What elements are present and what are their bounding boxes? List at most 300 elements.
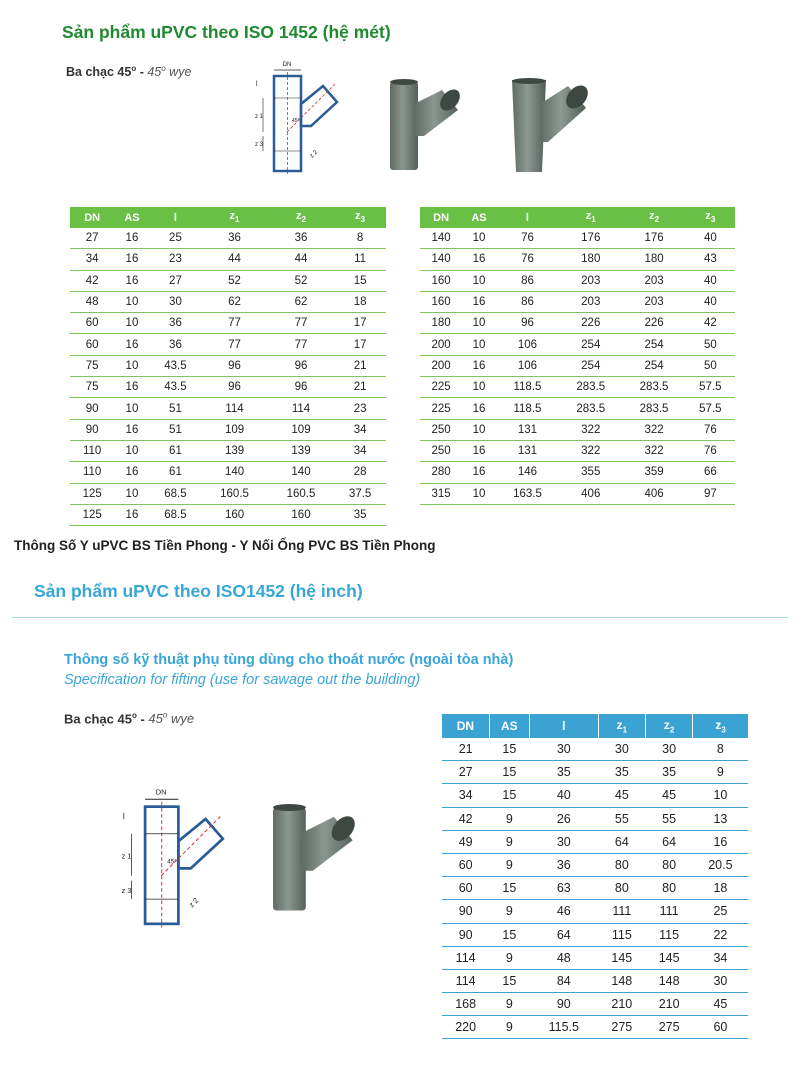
table-cell: 9 xyxy=(489,946,529,969)
table-cell: 111 xyxy=(645,900,692,923)
table-cell: 45 xyxy=(598,784,645,807)
l-label: l xyxy=(122,811,125,821)
table-cell: 23 xyxy=(150,249,202,270)
table-cell: 11 xyxy=(334,249,386,270)
table-cell: 26 xyxy=(529,807,598,830)
table-cell: 9 xyxy=(489,900,529,923)
table-cell: 42 xyxy=(442,807,489,830)
table-cell: 77 xyxy=(201,334,267,355)
table-cell: 131 xyxy=(496,440,559,461)
table-cell: 36 xyxy=(150,313,202,334)
table-cell: 18 xyxy=(334,291,386,312)
table-cell: 10 xyxy=(114,355,149,376)
table-cell: 16 xyxy=(462,440,496,461)
table-row xyxy=(420,440,735,461)
table-cell: 283.5 xyxy=(622,398,685,419)
table-row xyxy=(420,270,735,291)
table-cell: 200 xyxy=(420,355,462,376)
table-cell: 37.5 xyxy=(334,483,386,504)
table-cell: 96 xyxy=(268,377,334,398)
table-cell: 90 xyxy=(442,900,489,923)
table-cell: 90 xyxy=(529,993,598,1016)
table-cell: 180 xyxy=(622,249,685,270)
table-cell: 254 xyxy=(622,355,685,376)
table-cell: 10 xyxy=(114,483,149,504)
table-cell: 75 xyxy=(70,355,114,376)
table-cell: 16 xyxy=(114,228,149,249)
table-cell: 250 xyxy=(420,440,462,461)
table-cell: 60 xyxy=(442,877,489,900)
table-cell: 140 xyxy=(420,249,462,270)
column-header: $z_3$ xyxy=(693,714,748,738)
table-cell: 44 xyxy=(268,249,334,270)
table-cell: 160 xyxy=(201,504,267,525)
table-row xyxy=(442,1016,748,1039)
table-row xyxy=(442,969,748,992)
table-cell: 10 xyxy=(114,313,149,334)
column-header: l xyxy=(150,207,202,228)
table-row xyxy=(442,900,748,923)
table-cell: 21 xyxy=(442,738,489,761)
table-cell: 10 xyxy=(462,270,496,291)
table-cell: 203 xyxy=(622,291,685,312)
table-cell: 16 xyxy=(114,334,149,355)
table-cell: 114 xyxy=(442,946,489,969)
column-header: $z_2$ xyxy=(622,207,685,228)
table-cell: 254 xyxy=(559,355,622,376)
table-cell: 51 xyxy=(150,398,202,419)
table-cell: 322 xyxy=(622,440,685,461)
table-cell: 203 xyxy=(559,291,622,312)
table-cell: 17 xyxy=(334,313,386,334)
table-cell: 50 xyxy=(686,334,735,355)
table-cell: 96 xyxy=(201,355,267,376)
table-cell: 63 xyxy=(529,877,598,900)
table-cell: 220 xyxy=(442,1016,489,1039)
table-cell: 55 xyxy=(598,807,645,830)
table-cell: 322 xyxy=(559,419,622,440)
table-cell: 13 xyxy=(693,807,748,830)
table-row xyxy=(70,334,386,355)
table-cell: 16 xyxy=(462,291,496,312)
table-cell: 36 xyxy=(529,853,598,876)
table-cell: 359 xyxy=(622,462,685,483)
table-cell: 35 xyxy=(334,504,386,525)
table-cell: 84 xyxy=(529,969,598,992)
table-cell: 97 xyxy=(686,483,735,504)
table-cell: 20.5 xyxy=(693,853,748,876)
table-cell: 30 xyxy=(645,738,692,761)
table-cell: 106 xyxy=(496,355,559,376)
table-cell: 36 xyxy=(201,228,267,249)
table-cell: 15 xyxy=(489,784,529,807)
table-cell: 43.5 xyxy=(150,355,202,376)
table-cell: 64 xyxy=(645,830,692,853)
table-row xyxy=(420,462,735,483)
table-cell: 160.5 xyxy=(268,483,334,504)
z1-label: z 1 xyxy=(255,114,264,120)
table-row xyxy=(70,228,386,249)
z2-label: z 2 xyxy=(187,895,201,910)
table-cell: 48 xyxy=(70,291,114,312)
table-cell: 9 xyxy=(489,1016,529,1039)
table-cell: 160 xyxy=(420,270,462,291)
spec-title-vi: Thông số kỹ thuật phụ tùng dùng cho thoát nước (ngoài tòa nhà) xyxy=(64,652,514,668)
table-cell: 406 xyxy=(559,483,622,504)
table-cell: 115.5 xyxy=(529,1016,598,1039)
table-cell: 10 xyxy=(462,313,496,334)
table-cell: 77 xyxy=(201,313,267,334)
table-cell: 75 xyxy=(70,377,114,398)
table-cell: 200 xyxy=(420,334,462,355)
table-cell: 254 xyxy=(622,334,685,355)
table-cell: 30 xyxy=(598,738,645,761)
table-cell: 15 xyxy=(489,969,529,992)
table-cell: 8 xyxy=(693,738,748,761)
table-cell: 315 xyxy=(420,483,462,504)
table-cell: 131 xyxy=(496,419,559,440)
table-cell: 66 xyxy=(686,462,735,483)
table-row xyxy=(70,504,386,525)
table-cell: 34 xyxy=(70,249,114,270)
table-cell: 15 xyxy=(334,270,386,291)
table-cell: 76 xyxy=(496,228,559,249)
table-cell: 36 xyxy=(150,334,202,355)
table-cell: 283.5 xyxy=(559,398,622,419)
table-cell: 203 xyxy=(559,270,622,291)
table-cell: 48 xyxy=(529,946,598,969)
column-header: $z_3$ xyxy=(334,207,386,228)
table-cell: 15 xyxy=(489,877,529,900)
column-header: AS xyxy=(462,207,496,228)
table-cell: 35 xyxy=(598,761,645,784)
image-caption: Thông Số Y uPVC BS Tiền Phong - Y Nối Ống PVC BS Tiền Phong xyxy=(14,538,436,553)
table-cell: 106 xyxy=(496,334,559,355)
spec-title-en: Specification for fifting (use for sawage out the building) xyxy=(64,672,421,688)
table-cell: 80 xyxy=(645,853,692,876)
table-cell: 109 xyxy=(201,419,267,440)
table-row xyxy=(442,761,748,784)
table-cell: 180 xyxy=(559,249,622,270)
table-cell: 60 xyxy=(442,853,489,876)
table-cell: 45 xyxy=(693,993,748,1016)
table-cell: 9 xyxy=(489,807,529,830)
table-row xyxy=(70,355,386,376)
column-header: $z_1$ xyxy=(598,714,645,738)
table-cell: 10 xyxy=(462,334,496,355)
table-cell: 43 xyxy=(686,249,735,270)
table-cell: 76 xyxy=(686,440,735,461)
table-row xyxy=(70,483,386,504)
table-cell: 36 xyxy=(268,228,334,249)
table-cell: 64 xyxy=(598,830,645,853)
inch-wye-fitting-photo xyxy=(266,800,362,918)
table-cell: 226 xyxy=(622,313,685,334)
product-name-en: 45 xyxy=(148,711,163,727)
table-cell: 16 xyxy=(114,462,149,483)
table-row xyxy=(420,291,735,312)
table-cell: 16 xyxy=(693,830,748,853)
table-cell: 176 xyxy=(622,228,685,249)
table-cell: 10 xyxy=(114,291,149,312)
table-cell: 16 xyxy=(462,355,496,376)
table-row xyxy=(442,807,748,830)
table-cell: 160 xyxy=(268,504,334,525)
table-cell: 275 xyxy=(598,1016,645,1039)
inch-wye-diagram xyxy=(106,782,236,930)
table-row xyxy=(442,923,748,946)
product-name: Ba chạc 45 xyxy=(64,711,132,727)
table-cell: 40 xyxy=(686,270,735,291)
table-cell: 110 xyxy=(70,462,114,483)
table-cell: 27 xyxy=(70,228,114,249)
table-cell: 322 xyxy=(559,440,622,461)
inch-product-label: Ba chạc 45$^o$ - 45$^o$ wye xyxy=(64,711,195,727)
table-cell: 57.5 xyxy=(686,377,735,398)
table-row xyxy=(442,946,748,969)
table-cell: 96 xyxy=(201,377,267,398)
table-header-row xyxy=(442,714,748,738)
table-cell: 55 xyxy=(645,807,692,830)
table-cell: 10 xyxy=(462,419,496,440)
table-cell: 30 xyxy=(150,291,202,312)
table-cell: 10 xyxy=(693,784,748,807)
table-cell: 10 xyxy=(462,377,496,398)
table-cell: 111 xyxy=(598,900,645,923)
angle-label: 45° xyxy=(292,118,300,124)
table-cell: 180 xyxy=(420,313,462,334)
table-cell: 176 xyxy=(559,228,622,249)
table-cell: 9 xyxy=(489,853,529,876)
table-cell: 45 xyxy=(645,784,692,807)
table-cell: 25 xyxy=(150,228,202,249)
z3-label: z 3 xyxy=(255,142,264,148)
table-cell: 146 xyxy=(496,462,559,483)
section-divider xyxy=(12,617,788,618)
table-cell: 27 xyxy=(150,270,202,291)
table-header-row xyxy=(70,207,386,228)
table-cell: 140 xyxy=(201,462,267,483)
table-cell: 68.5 xyxy=(150,483,202,504)
table-cell: 52 xyxy=(268,270,334,291)
table-cell: 49 xyxy=(442,830,489,853)
table-cell: 96 xyxy=(268,355,334,376)
table-cell: 50 xyxy=(686,355,735,376)
table-cell: 225 xyxy=(420,398,462,419)
table-row xyxy=(420,228,735,249)
column-header: AS xyxy=(114,207,149,228)
column-header: DN xyxy=(420,207,462,228)
branch-pipe-outline xyxy=(178,819,222,868)
table-row xyxy=(70,419,386,440)
table-cell: 43.5 xyxy=(150,377,202,398)
table-row xyxy=(442,853,748,876)
table-cell: 44 xyxy=(201,249,267,270)
table-cell: 61 xyxy=(150,462,202,483)
inch-dimension-table xyxy=(442,714,748,1039)
table-cell: 148 xyxy=(598,969,645,992)
table-cell: 254 xyxy=(559,334,622,355)
column-header: $z_3$ xyxy=(686,207,735,228)
table-cell: 34 xyxy=(334,419,386,440)
table-cell: 145 xyxy=(645,946,692,969)
product-name-en-suffix: wye xyxy=(170,711,195,727)
table-row xyxy=(420,483,735,504)
table-row xyxy=(442,830,748,853)
table-cell: 60 xyxy=(693,1016,748,1039)
table-cell: 9 xyxy=(489,830,529,853)
table-cell: 15 xyxy=(489,923,529,946)
table-row xyxy=(442,784,748,807)
table-cell: 46 xyxy=(529,900,598,923)
table-cell: 210 xyxy=(645,993,692,1016)
table-row xyxy=(70,270,386,291)
table-cell: 163.5 xyxy=(496,483,559,504)
z2-label: z 2 xyxy=(309,149,320,160)
table-cell: 10 xyxy=(114,440,149,461)
table-row xyxy=(420,377,735,398)
table-cell: 115 xyxy=(598,923,645,946)
metric-wye-diagram xyxy=(245,56,345,176)
l-label: l xyxy=(256,81,258,88)
table-cell: 21 xyxy=(334,355,386,376)
table-cell: 9 xyxy=(693,761,748,784)
z3-label: z 3 xyxy=(121,886,132,895)
table-cell: 10 xyxy=(462,483,496,504)
table-cell: 90 xyxy=(70,419,114,440)
table-cell: 203 xyxy=(622,270,685,291)
table-cell: 140 xyxy=(420,228,462,249)
metric-dimension-table-left xyxy=(70,207,386,526)
table-cell: 27 xyxy=(442,761,489,784)
table-cell: 86 xyxy=(496,291,559,312)
table-cell: 35 xyxy=(529,761,598,784)
metric-section-title: Sản phẩm uPVC theo ISO 1452 (hệ mét) xyxy=(62,22,391,42)
table-cell: 64 xyxy=(529,923,598,946)
table-cell: 16 xyxy=(114,504,149,525)
table-cell: 160 xyxy=(420,291,462,312)
table-cell: 25 xyxy=(693,900,748,923)
table-cell: 115 xyxy=(645,923,692,946)
table-cell: 114 xyxy=(201,398,267,419)
table-cell: 16 xyxy=(462,398,496,419)
table-cell: 96 xyxy=(496,313,559,334)
table-cell: 139 xyxy=(268,440,334,461)
column-header: $z_2$ xyxy=(268,207,334,228)
metric-product-label: Ba chạc 45$^o$ - 45$^o$ wye xyxy=(66,64,192,80)
table-cell: 114 xyxy=(268,398,334,419)
table-cell: 30 xyxy=(529,738,598,761)
table-cell: 145 xyxy=(598,946,645,969)
table-row xyxy=(442,993,748,1016)
dn-label: DN xyxy=(282,62,292,68)
table-cell: 10 xyxy=(462,228,496,249)
table-cell: 17 xyxy=(334,334,386,355)
table-row xyxy=(70,291,386,312)
table-cell: 16 xyxy=(114,377,149,398)
table-cell: 21 xyxy=(334,377,386,398)
table-cell: 77 xyxy=(268,334,334,355)
table-cell: 16 xyxy=(114,419,149,440)
table-cell: 40 xyxy=(686,291,735,312)
table-cell: 15 xyxy=(489,761,529,784)
table-cell: 80 xyxy=(598,853,645,876)
table-cell: 57.5 xyxy=(686,398,735,419)
table-cell: 52 xyxy=(201,270,267,291)
table-cell: 148 xyxy=(645,969,692,992)
table-cell: 15 xyxy=(489,738,529,761)
table-cell: 16 xyxy=(462,249,496,270)
table-cell: 68.5 xyxy=(150,504,202,525)
table-cell: 30 xyxy=(693,969,748,992)
table-cell: 168 xyxy=(442,993,489,1016)
table-cell: 283.5 xyxy=(559,377,622,398)
column-header: AS xyxy=(489,714,529,738)
table-cell: 10 xyxy=(114,398,149,419)
table-cell: 9 xyxy=(489,993,529,1016)
table-cell: 16 xyxy=(462,462,496,483)
table-header-row xyxy=(420,207,735,228)
table-cell: 125 xyxy=(70,504,114,525)
column-header: l xyxy=(496,207,559,228)
table-row xyxy=(420,313,735,334)
table-cell: 322 xyxy=(622,419,685,440)
table-cell: 118.5 xyxy=(496,398,559,419)
column-header: $z_1$ xyxy=(559,207,622,228)
table-cell: 355 xyxy=(559,462,622,483)
table-cell: 110 xyxy=(70,440,114,461)
table-cell: 34 xyxy=(693,946,748,969)
product-name-en: 45 xyxy=(147,65,162,80)
table-row xyxy=(420,419,735,440)
table-row xyxy=(420,249,735,270)
column-header: DN xyxy=(442,714,489,738)
dn-label: DN xyxy=(155,787,167,797)
table-row xyxy=(442,738,748,761)
table-cell: 8 xyxy=(334,228,386,249)
table-cell: 60 xyxy=(70,334,114,355)
table-cell: 80 xyxy=(598,877,645,900)
table-cell: 90 xyxy=(70,398,114,419)
column-header: l xyxy=(529,714,598,738)
table-row xyxy=(70,313,386,334)
metric-dimension-table-right xyxy=(420,207,735,505)
table-cell: 30 xyxy=(529,830,598,853)
table-cell: 210 xyxy=(598,993,645,1016)
column-header: DN xyxy=(70,207,114,228)
table-cell: 109 xyxy=(268,419,334,440)
product-name: Ba chạc 45 xyxy=(66,65,132,80)
table-row xyxy=(420,334,735,355)
table-cell: 40 xyxy=(686,228,735,249)
table-row xyxy=(70,440,386,461)
angle-label: 45° xyxy=(167,858,177,866)
table-cell: 76 xyxy=(686,419,735,440)
wye-fitting-photo xyxy=(384,76,466,176)
table-row xyxy=(70,462,386,483)
inch-section-title: Sản phẩm uPVC theo ISO1452 (hệ inch) xyxy=(34,581,363,601)
column-header: $z_1$ xyxy=(201,207,267,228)
column-header: $z_2$ xyxy=(645,714,692,738)
table-cell: 80 xyxy=(645,877,692,900)
table-cell: 250 xyxy=(420,419,462,440)
table-row xyxy=(420,355,735,376)
table-cell: 28 xyxy=(334,462,386,483)
table-cell: 22 xyxy=(693,923,748,946)
table-cell: 23 xyxy=(334,398,386,419)
table-cell: 16 xyxy=(114,270,149,291)
table-cell: 140 xyxy=(268,462,334,483)
